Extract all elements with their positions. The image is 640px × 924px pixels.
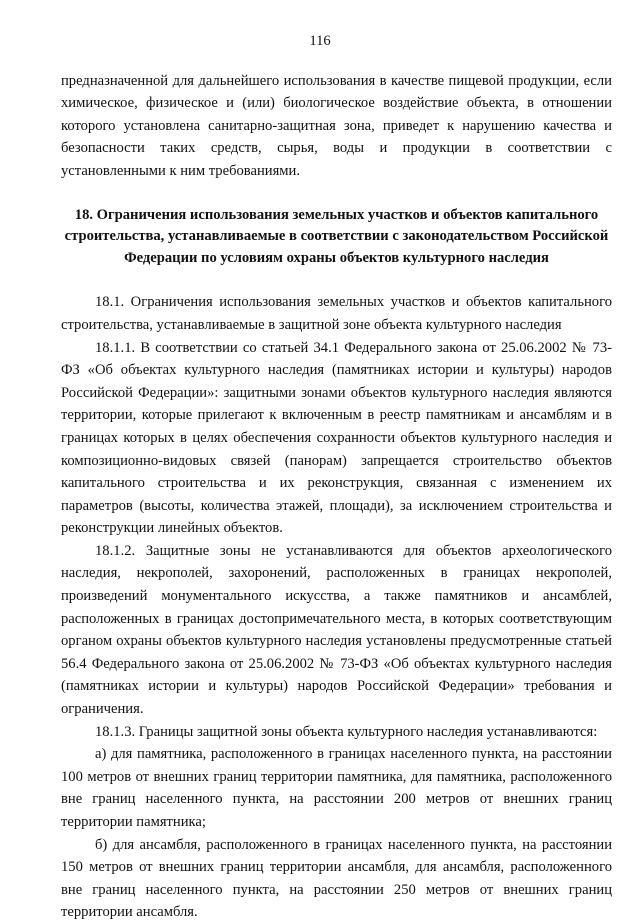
- section-heading: 18. Ограничения использования земельных участков и объектов капитального строительства, устанавливаемые в соответствии с законодательством Российской Федерации по условиям охраны объектов культурного наследия: [64, 206, 609, 266]
- page-number: 116: [309, 33, 331, 49]
- paragraph-18-1-2: 18.1.2. Защитные зоны не устанавливаются для объектов археологического наследия, некрополей, захоронений, расположенных в границах некрополей, произведений монументального искусства, а также памятников и ансамблей, расположенных в границах достопримечательного места, в которых соответствующим органом охраны объектов культурного наследия установлены предусмотренные статьей 56.4 Федерального закона от 25.06.2002 № 73-ФЗ «Об объектах культурного наследия (памятниках истории и культуры) народов Российской Федерации» требования и ограничения.: [61, 542, 612, 718]
- paragraph-18-1-1: 18.1.1. В соответствии со статьей 34.1 Федерального закона от 25.06.2002 № 73-ФЗ «Об объектах культурного наследия (памятниках истории и культуры) народов Российской Федерации»: защитными зонами объектов культурного наследия являются территории, которые прилегают к включенным в реестр памятникам и ансамблям и в границах которых в целях обеспечения сохранности объектов культурного наследия и композиционно-видовых связей (панорам) запрещается строительство объектов капитального строительства и их реконструкция, связанная с изменением их параметров (высоты, количества этажей, площади), за исключением строительства и реконструкции линейных объектов.: [61, 339, 612, 537]
- intro-paragraph: предназначенной для дальнейшего использования в качестве пищевой продукции, если химическое, физическое и (или) биологическое воздействие объекта, в отношении которого установлена санитарно-защитная зона, приведет к нарушению качества и безопасности таких средств, сырья, воды и продукции в соответствии с установленными к ним требованиями.: [61, 72, 612, 179]
- list-item-b: б) для ансамбля, расположенного в границах населенного пункта, на расстоянии 150 метров от внешних границ территории ансамбля, для ансамбля, расположенного вне границ населенного пункта, на расстоянии 250 метров от внешних границ территории ансамбля.: [61, 836, 612, 921]
- paragraph-18-1-3: 18.1.3. Границы защитной зоны объекта культурного наследия устанавливаются:: [95, 723, 598, 740]
- list-item-a: а) для памятника, расположенного в границах населенного пункта, на расстоянии 100 метров от внешних границ территории памятника, для памятника, расположенного вне границ населенного пункта, на расстоянии 200 метров от внешних границ территории памятника;: [61, 746, 612, 830]
- paragraph-18-1: 18.1. Ограничения использования земельных участков и объектов капитального строительства, устанавливаемые в защитной зоне объекта культурного наследия: [61, 294, 612, 333]
